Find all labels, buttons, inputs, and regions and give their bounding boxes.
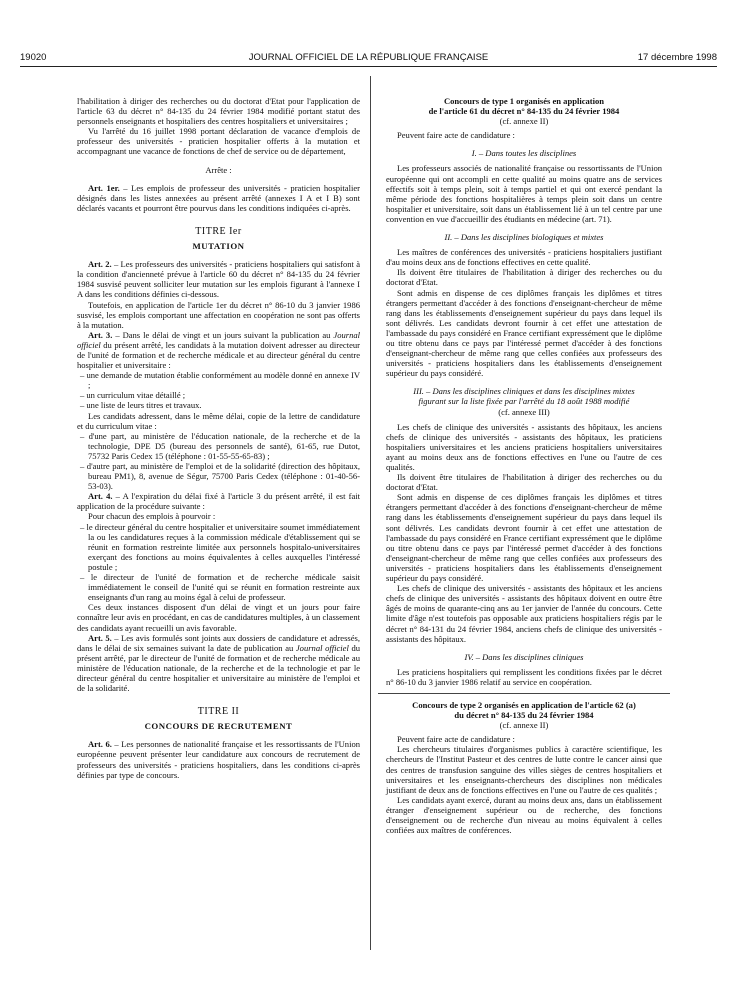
paragraph: Les maîtres de conférences des universités - praticiens hospitaliers justifiant d'au moins deux ans de fonctions effectives en cette qualité. (386, 247, 662, 268)
section-annex: (cf. annexe III) (498, 406, 550, 417)
subsection-heading: II. – Dans les disciplines biologiques et mixtes (444, 232, 604, 243)
arrete-heading: Arrête : (205, 164, 232, 175)
paragraph: Ils doivent être titulaires de l'habilitation à diriger des recherches ou du doctorat d'Etat. (386, 472, 662, 493)
title-2: TITRE II (197, 706, 240, 718)
column-divider (370, 76, 371, 950)
title-1: TITRE Ier (195, 225, 242, 237)
title-1-subtitle: MUTATION (192, 241, 245, 252)
list-item: – une demande de mutation établie conformément au modèle donné en annexe IV ; (80, 370, 360, 391)
paragraph: Les chercheurs titulaires d'organismes publics à caractère scientifique, les chercheurs de l'Institut Pasteur et des centres de lutte contre le cancer ainsi que des centres de transfusion sanguine des villes sièges de centres hospitaliers et universitaires et les enseignants-chercheurs des disciplines non médicales justifiant de deux ans de fonctions effectives en l'une ou l'autre de ces qualités ; (386, 744, 662, 795)
paragraph: Les candidats ayant exercé, durant au moins deux ans, dans un établissement étranger d'enseignement supérieur ou de recherche, des fonctions d'enseignement ou de recherche d'un niveau au moins équivalent à celles confiées aux maîtres de conférences. (386, 794, 662, 836)
paragraph: Sont admis en dispense de ces diplômes français les diplômes et titres étrangers permettant d'accéder à des fonctions d'enseignant-chercheur de même rang dans les établissements d'enseignement supérieur du pays dans lequel ils sont délivrés. Les candidats devront fournir à cet effet une attestation de l'ambassade du pays considéré en France certifiant expressément que le diplôme ou titre obtenu dans ce pays par l'intéressé permet d'accéder à des fonctions d'enseignant-chercheur de même rang que celles confiées aux professeurs des universités - praticiens hospitaliers dans les établissements d'enseignement supérieur du pays considéré. (386, 287, 662, 379)
issue-date: 17 décembre 1998 (637, 52, 717, 63)
subsection-heading: III. – Dans les disciplines cliniques et dans les disciplines mixtes (413, 386, 635, 397)
article-3: Art. 3. – Dans le délai de vingt et un jours suivant la publication au Journal officiel du présent arrêté, les candidats à la mutation doivent adresser au directeur de l'unité de formation et de recherche médicale et au directeur général du centre hospitalier et universitaire : (77, 329, 361, 371)
section-heading: Concours de type 1 organisés en application (443, 96, 605, 106)
article-label: Art. 5. (88, 632, 112, 643)
paragraph: Les candidats adressent, dans le même délai, copie de la lettre de candidature et du curriculum vitae : (77, 410, 360, 431)
journal-title: JOURNAL OFFICIEL DE LA RÉPUBLIQUE FRANÇAISE (248, 52, 489, 63)
subsection-heading: figurant sur la liste fixée par l'arrêté du 18 août 1988 modifié (418, 396, 630, 407)
section-heading: du décret n° 84-135 du 24 février 1984 (454, 710, 594, 721)
article-label: Art. 4. (88, 491, 113, 502)
list-item: – d'une part, au ministère de l'éducation nationale, de la recherche et de la technologie, DPE D5 (bureau des personnels de santé), 61-65, rue Dutot, 75732 Paris Cedex 15 (téléphone : 01-55-55-65-83) ; (80, 430, 360, 461)
section-heading: Concours de type 2 organisés en application de l'article 62 (a) (412, 699, 636, 710)
subsection-heading: IV. – Dans les disciplines cliniques (464, 651, 584, 662)
paragraph: Peuvent faire acte de candidature : (397, 130, 515, 141)
article-label: Art. 2. (88, 259, 112, 270)
header-rule (20, 66, 717, 67)
section-annex: (cf. annexe II) (499, 720, 549, 731)
paragraph: Vu l'arrêté du 16 juillet 1998 portant déclaration de vacance d'emplois de professeur des universités - praticien hospitalier offerts à la mutation et accompagnant une vacance de fonctions de chef de service ou de département, (77, 126, 360, 157)
paragraph: Les chefs de clinique des universités - assistants des hôpitaux, les anciens chefs de clinique des universités - assistants des hôpitaux, les praticiens hospitaliers universitaires et les anciens praticiens hospitaliers universitaires ayant au moins deux ans de fonctions effectives en l'une ou l'autre de ces qualités. (386, 421, 662, 472)
paragraph: Les praticiens hospitaliers qui remplissent les conditions fixées par le décret n° 86-10 du 3 janvier 1986 relatif au service en coopération. (386, 666, 662, 687)
procedure-list (77, 522, 360, 603)
paragraph: Toutefois, en application de l'article 1er du décret n° 86-10 du 3 janvier 1986 susvisé, les emplois comportant une affectation en coopération ne sont pas offerts à la mutation. (77, 299, 360, 330)
paragraph: l'habilitation à diriger des recherches ou du doctorat d'Etat pour l'application de l'article 63 du décret n° 84-135 du 24 février 1984 modifié portant statut des personnels enseignants et hospitaliers des centres hospitaliers et universitaires ; (77, 96, 360, 127)
title-2-subtitle: CONCOURS DE RECRUTEMENT (144, 721, 293, 732)
paragraph: Pour chacun des emplois à pourvoir : (88, 511, 216, 522)
article-5: Art. 5. – Les avis formulés sont joints aux dossiers de candidature et adressés, dans le délai de six semaines suivant la date de publication au Journal officiel du présent arrêté, par le directeur de l'unité de formation et de recherche médicale au ministère de l'éducation nationale, de la recherche et de la technologie et par le directeur général du centre hospitalier et universitaire au ministère de l'emploi et de la solidarité. (77, 632, 360, 694)
paragraph: Peuvent faire acte de candidature : (397, 734, 515, 745)
list-item: – un curriculum vitae détaillé ; (80, 390, 186, 401)
article-label: Art. 6. (88, 739, 112, 750)
list-item: – le directeur général du centre hospitalier et universitaire soumet immédiatement la ou les candidatures reçues à la commission médicale d'établissement qui se réunit en formation restreinte limitée aux personnels hospitalo-universitaires exerçant des fonctions au moins équivalentes à celles auxquelles l'intéressé postule ; (80, 521, 360, 572)
article-label: Art. 3. (88, 329, 113, 340)
paragraph: Sont admis en dispense de ces diplômes français les diplômes et titres étrangers permettant d'accéder à des fonctions d'enseignant-chercheur de même rang dans les établissements d'enseignement supérieur du pays dans lequel ils sont délivrés. Les candidats devront fournir à cet effet une attestation de l'ambassade du pays considéré en France certifiant expressément que le diplôme ou titre obtenu dans ce pays par l'intéressé permet d'accéder à des fonctions d'enseignant-chercheur de même rang que celles confiées aux professeurs des universités - praticiens hospitaliers dans les établissements d'enseignement supérieur du pays considéré. (386, 492, 662, 584)
address-list (77, 431, 360, 492)
section-heading: de l'article 61 du décret n° 84-135 du 24 février 1984 (428, 106, 620, 117)
section-rule (378, 693, 670, 694)
paragraph: Les chefs de clinique des universités - assistants des hôpitaux et les anciens chefs de clinique des universités - assistants des hôpitaux doivent en outre être âgés de moins de quarante-cinq ans au 1er janvier de l'année du concours. Cette limite d'âge n'est toutefois pas opposable aux praticiens hospitaliers régis par le décret n° 84-131 du 24 février 1984, anciens chefs de clinique des universités - assistants des hôpitaux. (386, 583, 662, 644)
document-list (77, 370, 360, 410)
paragraph: Les professeurs associés de nationalité française ou ressortissants de l'Union européenne qui ont accompli en cette qualité au moins quatre ans de services effectifs soit à temps plein, soit à temps partiel et qui ont exercé pendant la même période des fonctions hospitalières à temps plein soit dans un centre hospitalier et universitaire, soit dans un établissement lié à un tel centre par une convention en vue d'accueillir des étudiants en médecine (art. 71). (386, 163, 662, 224)
list-item: – d'autre part, au ministère de l'emploi et de la solidarité (direction des hôpitaux, bureau PM1), 8, avenue de Ségur, 75700 Paris Cedex (téléphone : 01-40-56-53-03). (80, 461, 360, 492)
right-column (386, 96, 662, 835)
section-annex: (cf. annexe II) (499, 116, 549, 127)
paragraph: Ils doivent être titulaires de l'habilitation à diriger des recherches ou du doctorat d'Etat. (386, 267, 662, 288)
page-number: 19020 (20, 52, 47, 63)
list-item: – une liste de leurs titres et travaux. (80, 400, 202, 411)
article-6: Art. 6. – Les personnes de nationalité française et les ressortissants de l'Union européenne peuvent présenter leur candidature aux concours de recrutement de professeurs des universités - praticiens hospitaliers, dans les conditions ci-après définies par type de concours. (77, 739, 361, 780)
paragraph: Ces deux instances disposent d'un délai de vingt et un jours pour faire connaître leur avis en procédant, en cas de candidatures multiples, à un classement des candidats ayant recueilli un avis favorable. (77, 602, 360, 633)
article-1: Art. 1er. – Les emplois de professeur des universités - praticien hospitalier désignés dans les listes annexées au présent arrêté (annexes I A et I B) sont déclarés vacants et pourront être pourvus dans les conditions indiquées ci-après. (77, 182, 360, 213)
subsection-heading: I. – Dans toutes les disciplines (471, 148, 577, 159)
article-label: Art. 1er. (88, 182, 120, 193)
list-item: – le directeur de l'unité de formation et de recherche médicale saisit immédiatement le conseil de l'unité qui se réunit en formation restreinte aux enseignants d'un rang au moins égal à celui de professeur. (80, 572, 360, 603)
left-column (77, 96, 360, 780)
article-4: Art. 4. – A l'expiration du délai fixé à l'article 3 du présent arrêté, il est fait application de la procédure suivante : (77, 491, 361, 512)
article-2: Art. 2. – Les professeurs des universités - praticiens hospitaliers qui satisfont à la condition d'ancienneté prévue à l'article 60 du décret n° 84-135 du 24 février 1984 susvisé peuvent solliciter leur mutation sur les emplois figurant à l'annexe I A dans les conditions définies ci-dessous. (77, 259, 360, 300)
